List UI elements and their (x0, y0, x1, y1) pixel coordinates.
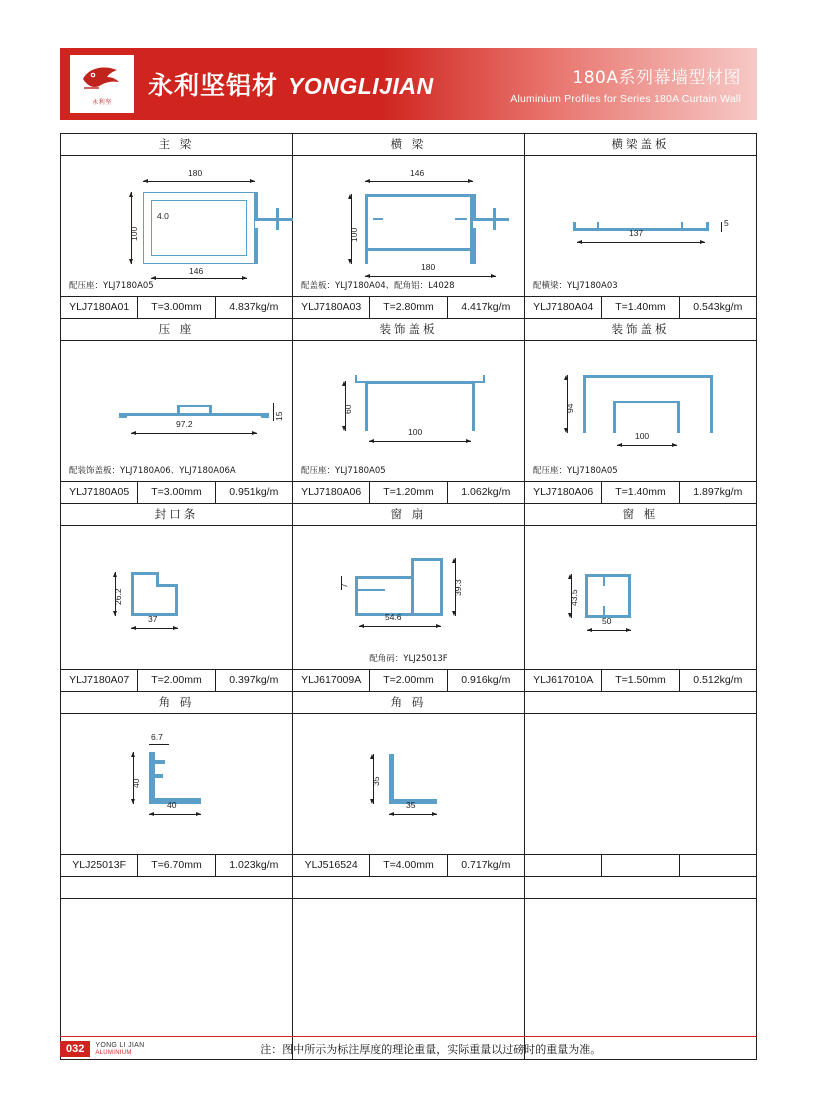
logo-caption: 永利坚 (92, 100, 112, 106)
code-7: YLJ617009A (292, 670, 369, 692)
caption-row-1 (61, 134, 757, 156)
code-5: YLJ7180A06 (524, 482, 601, 504)
weight-2: 0.543kg/m (679, 297, 756, 319)
caption-row-4 (61, 692, 757, 714)
dim-h2-7: 39.3 (452, 579, 463, 596)
thickness-10: T=4.00mm (370, 855, 447, 877)
dim-height-8: 43.5 (568, 589, 579, 606)
code-3: YLJ7180A05 (61, 482, 138, 504)
module-caption-9: 角 码 (61, 692, 293, 714)
module-drawing-0 (61, 156, 293, 297)
module-drawing-9 (61, 714, 293, 855)
module-drawing-7 (292, 526, 524, 670)
dim-width-6: 37 (148, 614, 158, 624)
dim-height-9: 40 (131, 778, 141, 788)
thickness-3: T=3.00mm (138, 482, 215, 504)
header-title-block (510, 63, 741, 105)
weight-empty (679, 855, 756, 877)
module-caption-0: 主 梁 (61, 134, 293, 156)
module-caption-10: 角 码 (292, 692, 524, 714)
footer-divider (60, 1036, 757, 1037)
module-note-4: 配压座：YLJ7180A05 (300, 466, 386, 476)
dim-width-7: 54.6 (384, 612, 402, 622)
weight-1: 4.417kg/m (447, 297, 524, 319)
module-note-2: 配横梁：YLJ7180A03 (532, 281, 618, 291)
dim-height-5: 94 (564, 403, 575, 413)
module-caption-6: 封口条 (61, 504, 293, 526)
footer-brand-cn: YONG LI JIAN (95, 1042, 145, 1050)
weight-9: 1.023kg/m (215, 855, 292, 877)
module-drawing-8 (524, 526, 756, 670)
module-drawing-4 (292, 341, 524, 482)
dim-top-1: 146 (409, 168, 425, 178)
thickness-1: T=2.80mm (370, 297, 447, 319)
thickness-7: T=2.00mm (370, 670, 447, 692)
profiles-table (60, 133, 757, 1060)
module-drawing-5 (524, 341, 756, 482)
module-drawing-1 (292, 156, 524, 297)
eagle-logo-icon (79, 62, 125, 96)
dim-bottom-1: 180 (420, 262, 436, 272)
dim-height-2: 5 (723, 218, 729, 228)
drawing-row-4 (61, 714, 757, 855)
code-9: YLJ25013F (61, 855, 138, 877)
caption-row-3 (61, 504, 757, 526)
dim-height-6: 26.2 (113, 588, 123, 605)
dim-height-3: 15 (274, 411, 284, 421)
module-drawing-empty (524, 714, 756, 855)
spec-row-1 (61, 297, 757, 319)
module-note-5: 配压座：YLJ7180A05 (532, 466, 618, 476)
weight-7: 0.916kg/m (447, 670, 524, 692)
empty-caption-2 (292, 877, 524, 899)
module-drawing-10 (292, 714, 524, 855)
code-4: YLJ7180A06 (292, 482, 369, 504)
thickness-empty (602, 855, 679, 877)
weight-8: 0.512kg/m (679, 670, 756, 692)
dim-height-10: 35 (370, 776, 381, 786)
module-caption-empty (524, 692, 756, 714)
module-caption-2: 横梁盖板 (524, 134, 756, 156)
dim-width-3: 97.2 (176, 419, 193, 429)
weight-5: 1.897kg/m (679, 482, 756, 504)
dim-width-4: 100 (407, 427, 423, 437)
page-header (60, 48, 757, 120)
module-note-7: 配角码：YLJ25013F (369, 654, 448, 664)
thickness-0: T=3.00mm (138, 297, 215, 319)
weight-3: 0.951kg/m (215, 482, 292, 504)
dim-left-1: 100 (348, 227, 359, 242)
company-logo (70, 55, 134, 113)
spec-row-4 (61, 855, 757, 877)
code-8: YLJ617010A (524, 670, 601, 692)
module-caption-3: 压 座 (61, 319, 293, 341)
dim-width-2: 137 (628, 228, 644, 238)
module-note-3: 配装饰盖板：YLJ7180A06、YLJ7180A06A (69, 466, 236, 476)
weight-4: 1.062kg/m (447, 482, 524, 504)
module-drawing-2 (524, 156, 756, 297)
code-0: YLJ7180A01 (61, 297, 138, 319)
empty-caption-3 (524, 877, 756, 899)
weight-0: 4.837kg/m (215, 297, 292, 319)
module-caption-8: 窗 框 (524, 504, 756, 526)
thickness-9: T=6.70mm (138, 855, 215, 877)
caption-row-5 (61, 877, 757, 899)
module-caption-1: 横 梁 (292, 134, 524, 156)
dim-width-8: 50 (601, 616, 612, 626)
drawing-row-2 (61, 341, 757, 482)
dim-top-9: 6.7 (151, 732, 163, 742)
page-title: 180A系列幕墙型材图 (572, 68, 741, 88)
dim-top-0: 180 (188, 168, 203, 178)
code-2: YLJ7180A04 (524, 297, 601, 319)
thickness-2: T=1.40mm (602, 297, 679, 319)
footer-brand-en: ALUMINIUM (95, 1049, 132, 1056)
module-caption-7: 窗 扇 (292, 504, 524, 526)
module-drawing-6 (61, 526, 293, 670)
page-number: 032 (60, 1041, 90, 1057)
dim-left-0: 100 (129, 226, 139, 241)
module-drawing-3 (61, 341, 293, 482)
module-note-0: 配压座：YLJ7180A05 (69, 281, 154, 291)
code-empty (524, 855, 601, 877)
drawing-row-1 (61, 156, 757, 297)
caption-row-2 (61, 319, 757, 341)
spec-row-2 (61, 482, 757, 504)
dim-width-5: 100 (634, 431, 650, 441)
dim-height-4: 60 (342, 404, 353, 414)
code-10: YLJ516524 (292, 855, 369, 877)
module-note-1: 配盖板：YLJ7180A04、配角铝：L4028 (300, 281, 455, 291)
module-caption-5: 装饰盖板 (524, 319, 756, 341)
thickness-5: T=1.40mm (602, 482, 679, 504)
brand-name-cn: 永利坚铝材 (148, 71, 279, 100)
thickness-6: T=2.00mm (138, 670, 215, 692)
module-caption-4: 装饰盖板 (292, 319, 524, 341)
thickness-4: T=1.20mm (370, 482, 447, 504)
thickness-8: T=1.50mm (602, 670, 679, 692)
weight-10: 0.717kg/m (447, 855, 524, 877)
dim-inner-0: 4.0 (157, 211, 169, 221)
weight-6: 0.397kg/m (215, 670, 292, 692)
dim-width-10: 35 (405, 800, 416, 810)
code-1: YLJ7180A03 (292, 297, 369, 319)
page-subtitle: Aluminium Profiles for Series 180A Curtain Wall (510, 93, 741, 105)
empty-caption-1 (61, 877, 293, 899)
dim-width-9: 40 (167, 800, 177, 810)
drawing-row-3 (61, 526, 757, 670)
brand-name-en: YONGLIJIAN (288, 73, 434, 99)
dim-bottom-0: 146 (189, 266, 204, 276)
brand-block (148, 66, 434, 102)
code-6: YLJ7180A07 (61, 670, 138, 692)
spec-row-3 (61, 670, 757, 692)
footer-note: 注：图中所示为标注厚度的理论重量，实际重量以过磅时的重量为准。 (260, 1043, 602, 1056)
footer-brand (95, 1042, 144, 1056)
dim-h1-7: 7 (338, 583, 349, 588)
page-footer (60, 1041, 757, 1057)
